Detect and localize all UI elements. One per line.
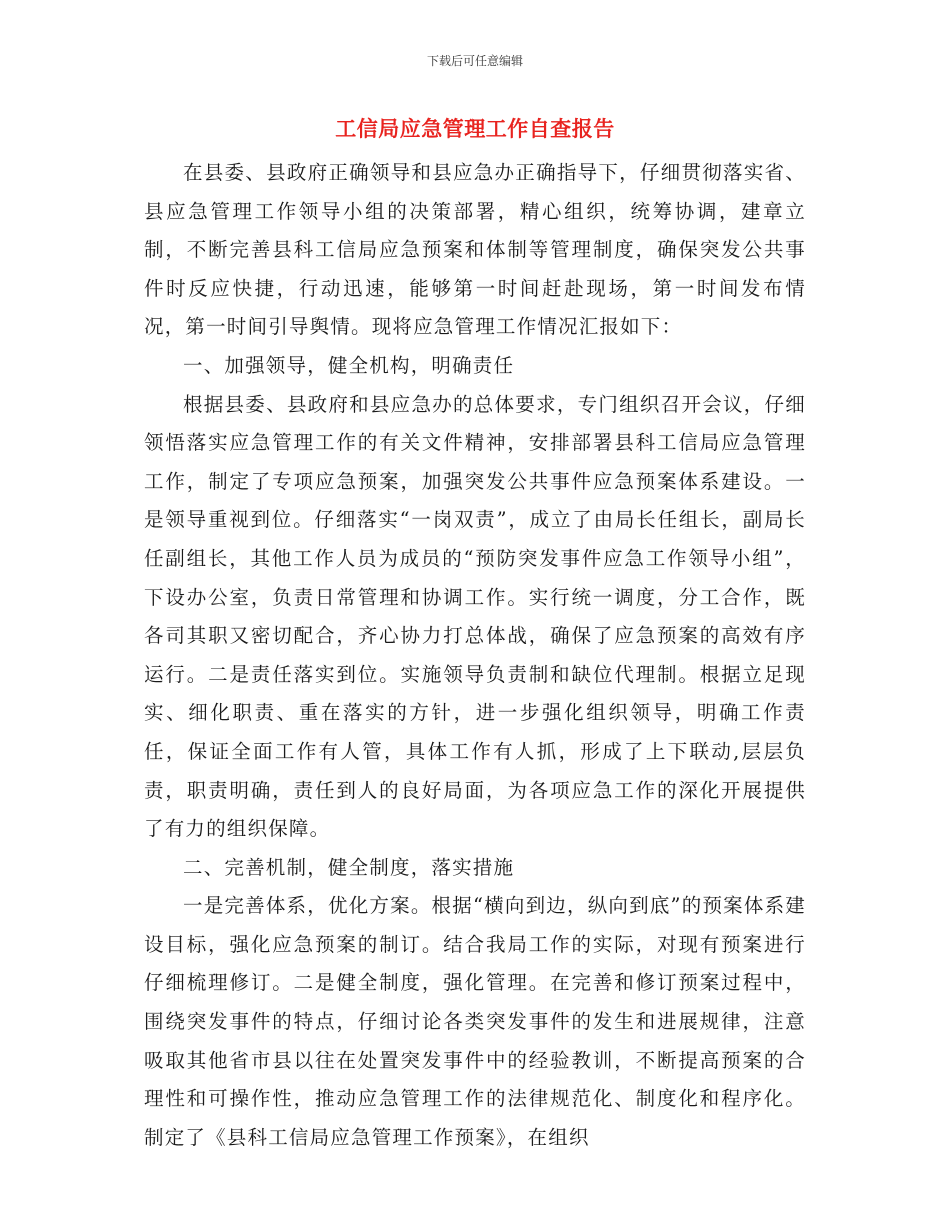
section-1-paragraph: 根据县委、县政府和县应急办的总体要求，专门组织召开会议，仔细领悟落实应急管理工作的有关文件精神，安排部署县科工信局应急管理工作，制定了专项应急预案，加强突发公共事件应急预案体系建设。一是领导重视到位。仔细落实“一岗双责”，成立了由局长任组长，副局长任副组长，其他工作人员为成员的“预防突发事件应急工作领导小组”，下设办公室，负责日常管理和协调工作。实行统一调度，分工合作，既各司其职又密切配合，齐心协力打总体战，确保了应急预案的高效有序运行。二是责任落实到位。实施领导负责制和缺位代理制。根据立足现实、细化职责、重在落实的方针，进一步强化组织领导，明确工作责任，保证全面工作有人管，具体工作有人抓，形成了上下联动,层层负责，职责明确，责任到人的良好局面，为各项应急工作的深化开展提供了有力的组织保障。 <box>144 392 806 841</box>
section-heading-2: 二、完善机制，健全制度，落实措施 <box>183 855 515 879</box>
header-note: 下载后可任意编辑 <box>426 54 523 68</box>
document-title: 工信局应急管理工作自查报告 <box>335 116 615 141</box>
intro-paragraph: 在县委、县政府正确领导和县应急办正确指导下，仔细贯彻落实省、县应急管理工作领导小组的决策部署，精心组织，统筹协调，建章立制，不断完善县科工信局应急预案和体制等管理制度，确保突发公共事件时反应快捷，行动迅速，能够第一时间赶赴现场，第一时间发布情况，第一时间引导舆情。现将应急管理工作情况汇报如下： <box>144 161 806 339</box>
document-body <box>144 154 806 1157</box>
section-heading-1: 一、加强领导，健全机构，明确责任 <box>183 353 515 377</box>
section-2-paragraph: 一是完善体系，优化方案。根据“横向到边，纵向到底”的预案体系建设目标，强化应急预案的制订。结合我局工作的实际，对现有预案进行仔细梳理修订。二是健全制度，强化管理。在完善和修订预案过程中，围绕突发事件的特点，仔细讨论各类突发事件的发生和进展规律，注意吸取其他省市县以往在处置突发事件中的经验教训，不断提高预案的合理性和可操作性，推动应急管理工作的法律规范化、制度化和程序化。制定了《县科工信局应急管理工作预案》，在组织 <box>144 894 806 1149</box>
